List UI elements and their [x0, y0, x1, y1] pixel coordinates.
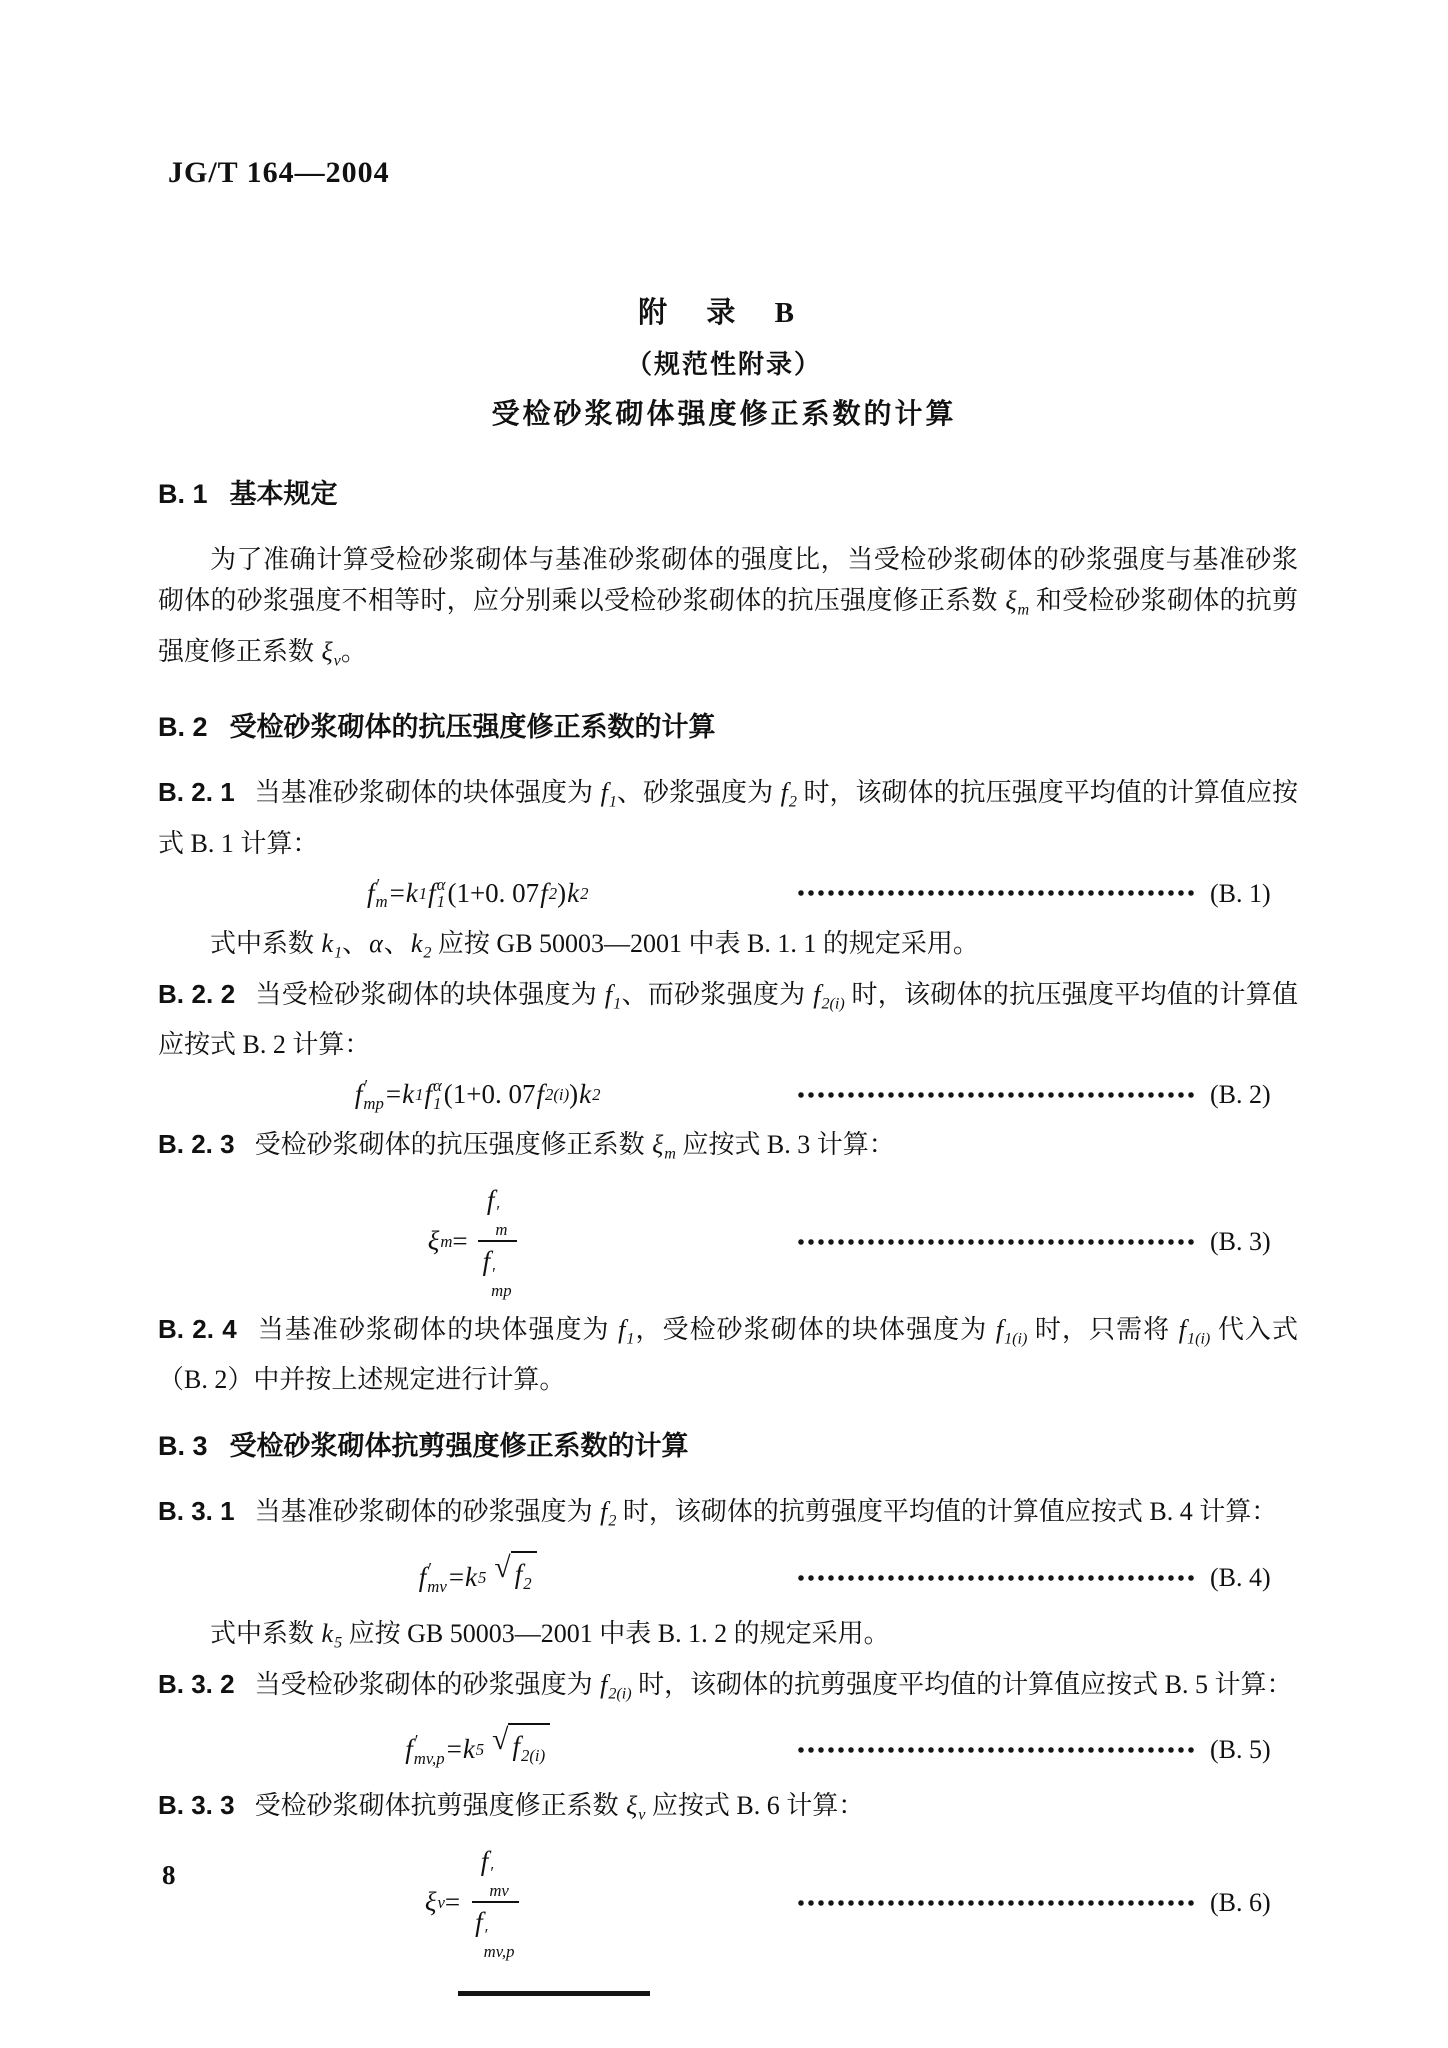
- text-run: 应按式 B. 6 计算：: [645, 1791, 865, 1821]
- radicand: [508, 1723, 550, 1776]
- formula-body: [158, 1845, 796, 1961]
- clause-number: B. 2. 3: [158, 1129, 235, 1160]
- math-variable: ξ: [626, 1791, 638, 1821]
- text-run: 当基准砂浆砌体的块体强度为: [256, 1314, 618, 1344]
- fraction: [466, 1845, 524, 1961]
- text-run: 应按 GB 50003—2001 中表 B. 1. 2 的规定采用。: [342, 1618, 890, 1648]
- text-run: 时，只需将: [1027, 1314, 1178, 1344]
- text-run: 应按 GB 50003—2001 中表 B. 1. 1 的规定采用。: [431, 928, 979, 958]
- superscript: ′: [413, 1731, 418, 1751]
- formula: [158, 1184, 1298, 1300]
- fraction-denominator: [466, 1903, 524, 1960]
- math-variable: f: [428, 877, 436, 908]
- script-stack: [433, 1077, 444, 1112]
- subscript: v: [638, 1806, 646, 1824]
- paragraph: [158, 1124, 1298, 1175]
- divider-rule: [458, 1991, 650, 1996]
- section-heading: [158, 474, 1298, 515]
- formula-number: (B. 5): [1210, 1735, 1271, 1765]
- subscript: mv: [489, 1880, 509, 1900]
- subscript: 1: [436, 892, 446, 912]
- text-run: 时，该砌体的抗剪强度平均值的计算值应按式 B. 5 计算：: [631, 1669, 1293, 1699]
- subscript: 5: [478, 1568, 487, 1588]
- math-variable: k: [579, 1079, 592, 1110]
- appendix-title-block: [0, 290, 1448, 432]
- formula: [158, 1723, 1298, 1776]
- math-variable: f: [600, 1497, 608, 1527]
- text-run: ，受检砂浆砌体的块体强度为: [634, 1314, 995, 1344]
- script-stack: [489, 1864, 511, 1899]
- subscript: 5: [475, 1740, 485, 1760]
- math-variable: f: [482, 1246, 491, 1277]
- paragraph: [158, 923, 1298, 974]
- math-variable: f: [480, 1845, 489, 1876]
- math-variable: f: [813, 979, 821, 1009]
- formula-body: [158, 1074, 796, 1115]
- text-run: ): [569, 1079, 579, 1110]
- math-variable: k: [410, 928, 423, 958]
- subscript: m: [375, 892, 388, 912]
- subscript: 1: [613, 995, 622, 1013]
- dot-leader: [796, 1746, 1196, 1754]
- square-root: [492, 1723, 550, 1776]
- subscript: mp: [491, 1281, 512, 1301]
- superscript: ′: [495, 1202, 500, 1222]
- math-variable: k: [402, 1079, 415, 1110]
- subscript: 2: [423, 944, 432, 962]
- math-variable: f: [618, 1314, 626, 1344]
- subscript: 1(i): [1004, 1330, 1028, 1348]
- formula-number: (B. 3): [1210, 1227, 1271, 1257]
- subscript: v: [437, 1893, 445, 1913]
- text-run: 式中系数: [210, 928, 321, 958]
- dot-leader: [796, 1238, 1196, 1246]
- math-variable: f: [600, 1669, 608, 1699]
- subscript: 1: [415, 1085, 424, 1105]
- formula: [158, 1551, 1298, 1604]
- section-number: B. 2: [158, 712, 208, 743]
- math-variable: f: [512, 1731, 520, 1762]
- subscript: m: [495, 1219, 508, 1239]
- section-title: 受检砂浆砌体的抗压强度修正系数的计算: [229, 712, 716, 743]
- subscript: 2(i): [821, 995, 845, 1013]
- superscript: α: [436, 874, 446, 894]
- math-variable: f: [354, 1079, 363, 1110]
- radical-sign: √: [494, 1552, 511, 1585]
- subscript: m: [1017, 601, 1030, 619]
- fraction-numerator: [478, 1184, 518, 1242]
- math-variable: f: [604, 979, 613, 1009]
- formula-number: (B. 4): [1210, 1563, 1271, 1593]
- text-run: 。: [340, 636, 367, 666]
- math-variable: k: [405, 877, 418, 908]
- paragraph: [158, 974, 1298, 1066]
- subscript: m: [664, 1145, 676, 1163]
- text-run: 时，该砌体的抗压强度平均值的计算值应按式 B. 2 计算：: [158, 979, 1298, 1060]
- text-run: 当受检砂浆砌体的砂浆强度为: [254, 1669, 600, 1699]
- appendix-subtitle: （规范性附录）: [625, 350, 822, 379]
- subscript: 1(i): [1187, 1330, 1211, 1348]
- subscript: 1: [418, 883, 428, 903]
- dot-leader: [796, 1574, 1196, 1582]
- script-stack: [375, 876, 389, 911]
- subscript: mv: [427, 1576, 447, 1596]
- paragraph: [158, 1664, 1298, 1715]
- script-stack: [363, 1077, 385, 1112]
- math-variable: k: [462, 1734, 475, 1765]
- text-run: =: [448, 1562, 465, 1593]
- text-run: 、而砂浆强度为: [621, 979, 813, 1009]
- formula-number: (B. 2): [1210, 1080, 1271, 1110]
- subscript: 2: [608, 1513, 617, 1531]
- subscript: 1: [432, 1093, 442, 1113]
- radical-sign: √: [492, 1724, 509, 1757]
- script-stack: [437, 876, 448, 911]
- math-variable: k: [567, 877, 580, 908]
- subscript: 1: [334, 944, 343, 962]
- appendix-heading: 受检砂浆砌体强度修正系数的计算: [491, 399, 957, 430]
- clause-number: B. 2. 4: [158, 1313, 237, 1344]
- subscript: 5: [334, 1634, 343, 1652]
- math-variable: f: [424, 1079, 432, 1110]
- clause-number: B. 3. 3: [158, 1790, 235, 1821]
- clause-number: B. 2. 2: [158, 978, 236, 1009]
- paragraph: [158, 1613, 1298, 1664]
- section-heading: [158, 1426, 1298, 1467]
- fraction: [474, 1184, 522, 1300]
- math-variable: f: [418, 1562, 427, 1593]
- text-run: 当基准砂浆砌体的砂浆强度为: [254, 1497, 600, 1527]
- superscript: ′: [491, 1263, 495, 1283]
- subscript: v: [333, 652, 341, 670]
- dot-leader: [796, 1091, 1196, 1099]
- math-variable: f: [475, 1907, 483, 1938]
- text-run: =: [444, 1887, 461, 1918]
- math-variable: ξ: [427, 1226, 440, 1257]
- text-run: 当基准砂浆砌体的块体强度为: [254, 778, 600, 808]
- radicand: [511, 1551, 537, 1604]
- math-variable: α: [369, 928, 383, 958]
- subscript: 2: [788, 793, 797, 811]
- math-variable: k: [321, 1618, 334, 1648]
- superscript: ′: [427, 1558, 431, 1578]
- text-run: 和受检砂浆砌体的抗剪强度修正系数: [158, 586, 1298, 666]
- math-variable: f: [1178, 1314, 1187, 1344]
- subscript: mv,p: [483, 1942, 515, 1962]
- formula: [158, 1845, 1298, 1961]
- math-variable: ξ: [652, 1130, 664, 1160]
- text-run: 为了准确计算受检砂浆砌体与基准砂浆砌体的强度比，当受检砂浆砌体的砂浆强度与基准砂浆砌体的砂浆强度不相等时，应分别乘以受检砂浆砌体的抗压强度修正系数: [158, 545, 1298, 615]
- subscript: 2: [580, 883, 589, 903]
- superscript: ′: [483, 1924, 488, 1944]
- subscript: 2: [523, 1573, 532, 1593]
- subscript: 2: [592, 1085, 601, 1105]
- paragraph: [158, 1785, 1298, 1836]
- subscript: 2(i): [544, 1085, 570, 1105]
- text-run: 应按式 B. 3 计算：: [675, 1130, 895, 1160]
- superscript: ′: [375, 874, 380, 894]
- text-run: 、: [383, 928, 410, 958]
- section-title: 受检砂浆砌体抗剪强度修正系数的计算: [229, 1431, 689, 1462]
- section-number: B. 1: [158, 479, 208, 509]
- formula: [158, 1074, 1298, 1115]
- formula-body: [158, 873, 796, 914]
- superscript: α: [432, 1076, 442, 1096]
- formula-body: [158, 1723, 796, 1776]
- text-run: =: [385, 1079, 402, 1110]
- subscript: mp: [363, 1093, 384, 1113]
- paragraph: [158, 1309, 1298, 1401]
- script-stack: [427, 1560, 449, 1595]
- subscript: 2: [548, 883, 558, 903]
- formula-number: (B. 6): [1210, 1888, 1271, 1918]
- text-run: 式中系数: [210, 1618, 321, 1648]
- math-variable: k: [321, 928, 334, 958]
- text-run: =: [452, 1226, 468, 1257]
- paragraph: [158, 1491, 1298, 1542]
- math-variable: k: [465, 1562, 478, 1593]
- math-variable: f: [780, 778, 788, 808]
- page-number: 8: [162, 1860, 176, 1890]
- appendix-title: 附 录 B: [638, 297, 810, 329]
- math-variable: f: [486, 1184, 495, 1215]
- math-variable: ξ: [1005, 586, 1017, 615]
- formula-body: [158, 1184, 796, 1300]
- section-number: B. 3: [158, 1431, 208, 1462]
- clause-number: B. 3. 2: [158, 1668, 235, 1699]
- subscript: mv,p: [413, 1748, 445, 1768]
- standard-number: JG/T 164—2004: [168, 156, 390, 189]
- math-variable: f: [405, 1734, 413, 1765]
- fraction-denominator: [474, 1242, 522, 1299]
- subscript: 1: [608, 793, 617, 811]
- math-variable: f: [540, 877, 548, 908]
- text-run: 时，该砌体的抗压强度平均值的计算值应按式 B. 1 计算：: [158, 778, 1298, 858]
- math-variable: ξ: [321, 636, 333, 666]
- paragraph: [158, 539, 1298, 681]
- subscript: 2(i): [520, 1746, 546, 1766]
- square-root: [494, 1551, 536, 1604]
- math-variable: ξ: [424, 1887, 437, 1918]
- text-run: 、: [342, 928, 369, 958]
- math-variable: f: [600, 778, 608, 808]
- clause-number: B. 2. 1: [158, 777, 235, 808]
- text-run: 受检砂浆砌体的抗压强度修正系数: [254, 1130, 652, 1160]
- math-variable: f: [366, 877, 375, 908]
- text-run: 时，该砌体的抗剪强度平均值的计算值应按式 B. 4 计算：: [616, 1497, 1278, 1527]
- section-title: 基本规定: [229, 479, 338, 509]
- paragraph: [158, 772, 1298, 864]
- formula-number: (B. 1): [1210, 878, 1271, 908]
- superscript: ′: [489, 1863, 493, 1883]
- text-run: (1+0. 07: [443, 1079, 536, 1110]
- formula: [158, 873, 1298, 914]
- clause-number: B. 3. 1: [158, 1496, 235, 1527]
- fraction-numerator: [472, 1845, 519, 1903]
- superscript: ′: [363, 1076, 368, 1096]
- dot-leader: [796, 889, 1196, 897]
- text-run: 代入式（B. 2）中并按上述规定进行计算。: [158, 1314, 1298, 1395]
- text-run: 当受检砂浆砌体的块体强度为: [255, 979, 604, 1009]
- text-run: (1+0. 07: [447, 877, 540, 908]
- subscript: 1: [626, 1330, 635, 1348]
- dot-leader: [796, 1899, 1196, 1907]
- math-variable: f: [514, 1559, 523, 1590]
- script-stack: [491, 1265, 513, 1300]
- text-run: 、砂浆强度为: [616, 778, 780, 808]
- formula-body: [158, 1551, 796, 1604]
- script-stack: [495, 1203, 509, 1238]
- math-variable: f: [995, 1314, 1004, 1344]
- script-stack: [484, 1926, 517, 1961]
- subscript: 2(i): [608, 1685, 632, 1703]
- text-run: ): [557, 877, 567, 908]
- subscript: m: [440, 1232, 453, 1252]
- math-variable: f: [536, 1079, 544, 1110]
- script-stack: [414, 1732, 447, 1767]
- text-run: =: [446, 1734, 462, 1765]
- text-run: 受检砂浆砌体抗剪强度修正系数: [254, 1791, 626, 1821]
- section-heading: [158, 707, 1298, 748]
- document-content: [158, 448, 1298, 1996]
- text-run: =: [389, 877, 405, 908]
